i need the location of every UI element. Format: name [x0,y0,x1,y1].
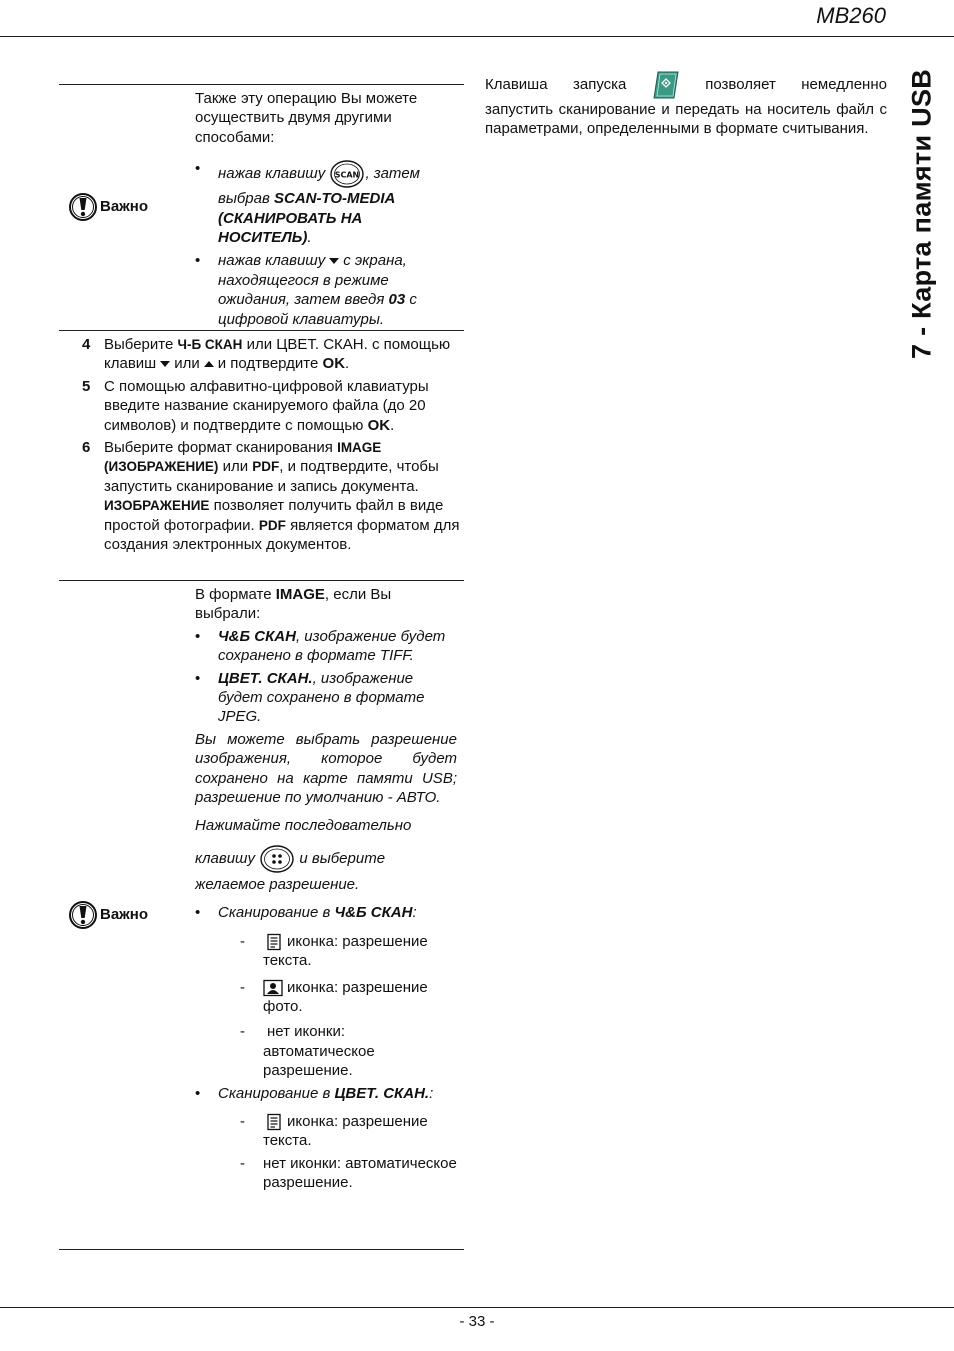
important-text: Важно [100,198,149,216]
instruction-line: Нажимайте последовательно [195,817,412,835]
table-rule [59,1249,464,1250]
dash: - [240,978,245,996]
arrow-down-icon [329,258,339,264]
text: или ЦВЕТ. СКАН. с помощью клавиш [104,336,451,373]
step-4 [82,335,462,374]
text: Сканирование в [218,904,331,922]
text: позволяет [705,76,776,94]
paragraph-rest: запустить сканирование и передать на носитель файл с параметрами, определенными в формате считывания. [485,101,887,138]
text: : [412,904,417,922]
step-number: 5 [82,378,91,395]
menu-name: SCAN-TO-MEDIA (СКАНИРОВАТЬ НА НОСИТЕЛЬ) [218,190,395,247]
note-alternative-methods [195,89,457,329]
text: . [307,229,312,247]
text: иконка: разрешение текста. [263,1112,428,1150]
note-intro [195,585,457,624]
footer-rule [0,1307,954,1308]
list-item [195,251,457,329]
text: . [345,355,350,373]
text: С помощью алфавитно-цифровой клавиатуры введите название сканируемого файла (до 20 символов) и подтвердите с помощью [104,378,429,434]
text: нажав клавишу [218,252,326,270]
text: Выберите [104,336,174,353]
table-rule [59,330,464,331]
start-key-icon [652,70,680,100]
instruction-line: желаемое разрешение. [195,875,360,893]
text: позволяет получить файл в виде простой фотографии. [104,497,444,534]
text: или [174,355,200,373]
text-document-icon [265,1113,283,1131]
text: , затем выбрав [218,165,420,208]
option-name: ЦВЕТ. СКАН. [218,669,313,687]
text: , если Вы выбрали: [195,586,392,623]
header-rule [0,36,954,37]
list-subitem [195,978,457,1017]
text: нет иконки: автоматическое разрешение. [263,1023,375,1080]
important-text: Важно [100,906,149,924]
step-number: 6 [82,439,91,456]
paragraph-first-line [485,70,887,100]
text: с экрана, находящегося в режиме ожидания, затем введя [218,252,407,309]
code: 03 [388,291,406,309]
text: , изображение будет сохранено в формате JPEG. [218,669,425,726]
option-name: IMAGE (ИЗОБРАЖЕНИЕ) [104,440,382,475]
text: , изображение будет сохранено в формате TIFF. [218,627,446,665]
text: : [429,1084,434,1102]
step-5 [82,377,462,435]
text: с цифровой клавиатуры. [218,291,417,328]
photo-icon [263,979,283,997]
list-item [195,627,457,666]
option-name: Ч-Б СКАН [177,337,243,352]
option-name: PDF [252,459,280,475]
option-name: PDF [258,517,286,533]
text: и подтвердите [217,355,319,373]
chapter-side-title: 7 - Карта памяти USB [906,68,937,360]
text: нет иконки: автоматическое разрешение. [263,1154,457,1192]
page-number: - 33 - [459,1313,495,1330]
dash: - [240,932,245,950]
text: нажав клавишу [218,165,326,183]
table-rule [59,84,464,85]
model-name: MB260 [816,3,886,28]
note-intro: Также эту операцию Вы можете осуществить двумя другими способами: [195,90,418,146]
text: Клавиша [485,76,548,94]
text: или [222,458,249,476]
text: клавишу [195,849,256,867]
scan-key-icon [329,159,365,189]
important-label [68,900,148,930]
dash: - [240,1112,245,1130]
option-name: ЦВЕТ. СКАН. [334,1084,430,1102]
text: иконка: разрешение текста. [263,932,428,970]
option-name: Ч&Б СКАН [218,627,296,645]
option-name: IMAGE [275,586,325,603]
text: В формате [195,586,272,603]
list-item [195,903,457,922]
list-item [195,669,457,727]
text: , и подтвердите, чтобы запустить сканирование и запись документа. [104,458,439,495]
text: является форматом для создания электронных документов. [104,516,460,554]
text: Сканирование в [218,1084,331,1102]
option-name: Ч&Б СКАН [334,904,413,922]
step-6 [82,438,462,554]
list-item [195,159,457,247]
important-label [68,192,148,222]
scan-key-label: SCAN [335,170,360,180]
list-subitem [195,1154,457,1193]
text: немедленно [801,76,887,94]
text-document-icon [265,933,283,951]
text: и выберите [299,849,386,867]
exclamation-icon [68,192,98,222]
list-item [195,1084,457,1103]
text: . [390,416,395,434]
resolution-key-icon [259,844,295,874]
key-name: OK [367,416,391,434]
step-number: 4 [82,336,91,353]
note-image-format [195,585,457,1193]
key-name: OK [322,355,346,373]
text: Выберите формат сканирования [104,439,333,456]
table-rule [59,580,464,581]
arrow-up-icon [204,361,214,367]
list-subitem [195,932,457,971]
list-subitem [195,1112,457,1151]
start-key-paragraph [485,70,887,139]
text: иконка: разрешение фото. [263,978,428,1015]
list-subitem [195,1022,457,1080]
option-name: ИЗОБРАЖЕНИЕ [104,498,210,514]
dash: - [240,1154,245,1172]
dash: - [240,1023,245,1041]
text: запуска [572,76,627,94]
arrow-down-icon [160,361,170,367]
instruction-line [195,844,457,874]
resolution-paragraph: Вы можете выбрать разрешение изображения, которое будет сохранено на карте памяти USB; разрешение по умолчанию - АВТО. [195,730,457,807]
exclamation-icon [68,900,98,930]
